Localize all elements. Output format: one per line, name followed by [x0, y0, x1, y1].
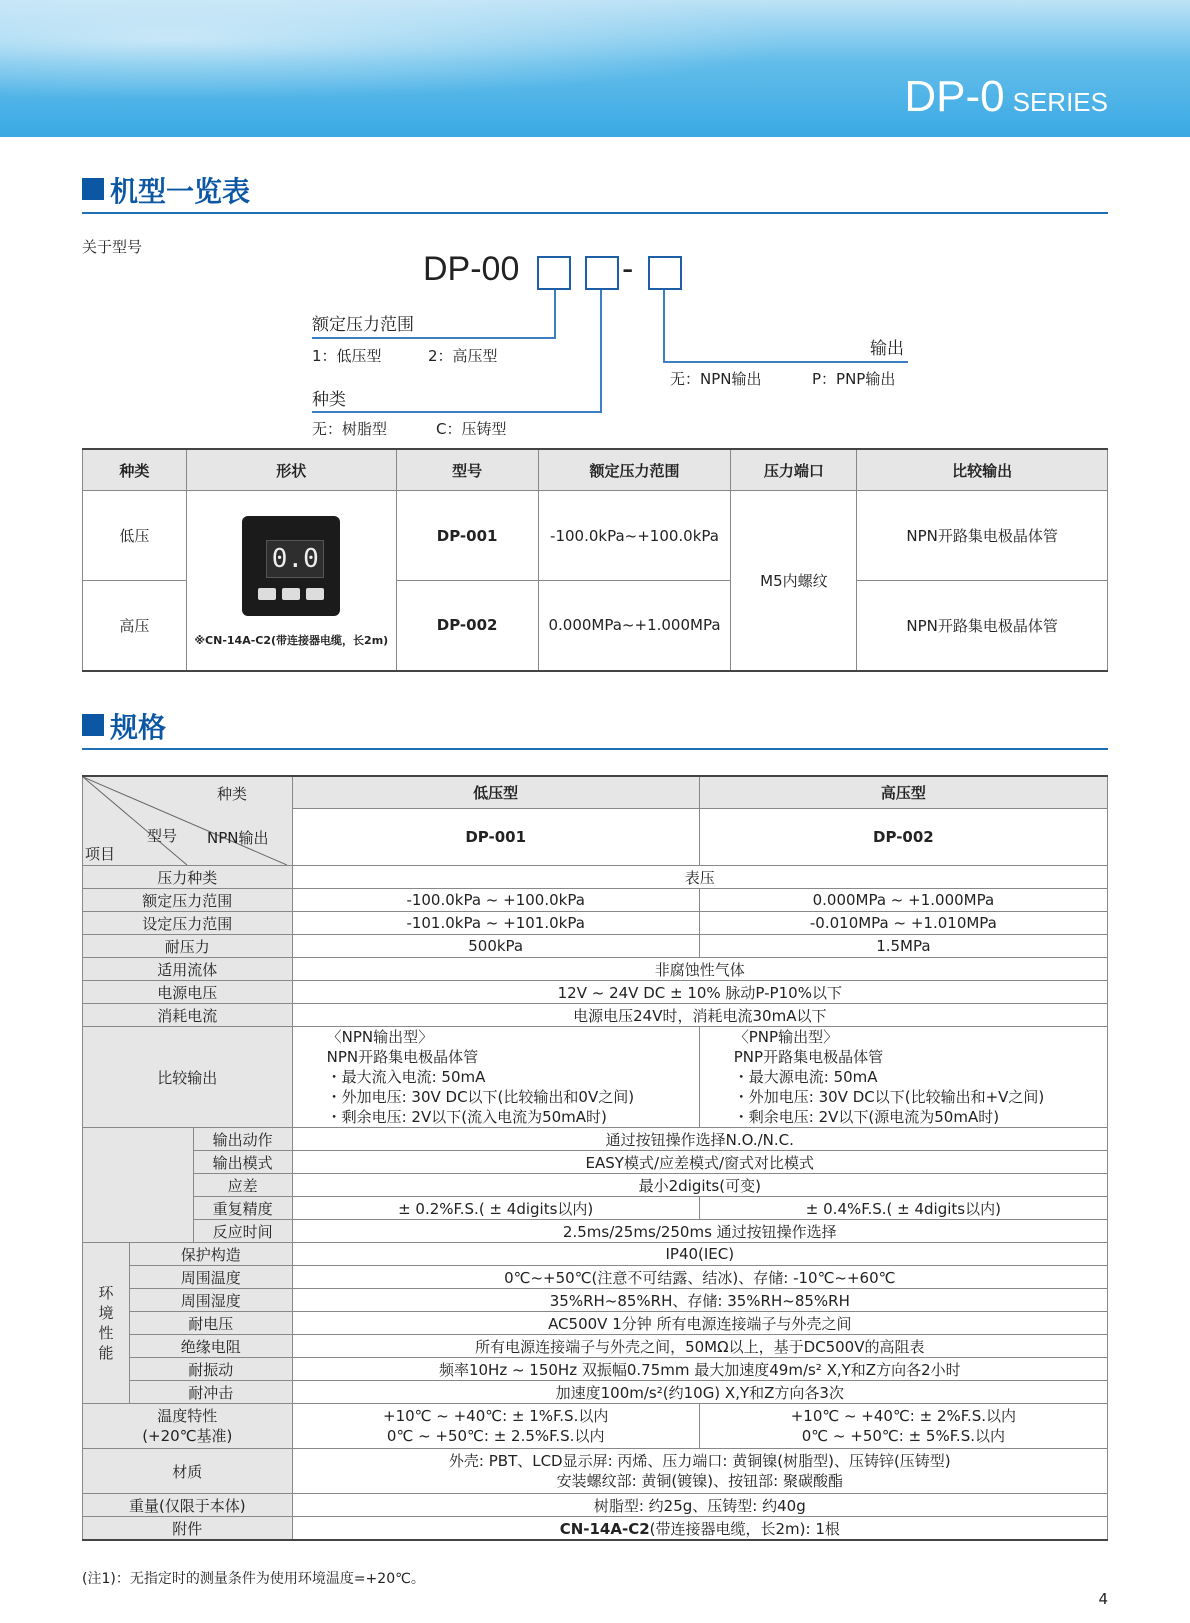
spec-value: 0.000MPa ~ +1.000MPa	[699, 889, 1107, 912]
header-banner	[0, 0, 1190, 137]
pressure-option-1: 1：低压型	[312, 347, 382, 365]
model-high: DP-002	[699, 809, 1107, 866]
spec-label: 电源电压	[83, 981, 293, 1004]
col-header: 形状	[186, 449, 396, 491]
model-low: DP-001	[292, 809, 699, 866]
image-caption: ※CN-14A-C2(带连接器电缆，长2m)	[194, 634, 389, 648]
spec-value: 0℃~+50℃(注意不可结露、结冰)、存储: -10℃~+60℃	[292, 1266, 1107, 1289]
spec-value: 树脂型: 约25g、压铸型: 约40g	[292, 1494, 1107, 1517]
spec-label: 耐振动	[129, 1358, 292, 1381]
col-low: 低压型	[292, 776, 699, 809]
corner-kind: 种类	[217, 785, 248, 803]
code-box-output	[648, 256, 682, 290]
spec-label: 保护构造	[129, 1243, 292, 1266]
spec-value: 电源电压24V时，消耗电流30mA以下	[292, 1004, 1107, 1027]
spec-label: 耐冲击	[129, 1381, 292, 1404]
product-image	[236, 512, 346, 632]
accessory-value	[292, 1517, 1107, 1541]
row-type: 高压	[83, 581, 187, 671]
table-row	[83, 1358, 1108, 1381]
accessory-part: CN-14A-C2	[559, 1519, 650, 1538]
model-code-prefix: DP-00	[423, 250, 520, 288]
spec-value: 500kPa	[292, 935, 699, 958]
row-model: DP-001	[396, 491, 538, 581]
spec-line: ・外加电压: 30V DC以下(比较输出和+V之间)	[733, 1088, 1045, 1106]
table-row	[83, 1266, 1108, 1289]
spec-line: 〈PNP输出型〉	[733, 1028, 839, 1046]
col-high: 高压型	[699, 776, 1107, 809]
section-square-icon	[82, 714, 104, 736]
table-row	[83, 1494, 1108, 1517]
table-header-row	[83, 449, 1108, 491]
col-header: 种类	[83, 449, 187, 491]
section-square-icon	[82, 178, 104, 200]
spec-label: 耐电压	[129, 1312, 292, 1335]
series-main: DP-0	[904, 72, 1005, 121]
spec-label: 绝缘电阻	[129, 1335, 292, 1358]
table-row	[83, 1404, 1108, 1449]
spec-value: 最小2digits(可变)	[292, 1174, 1107, 1197]
row-type: 低压	[83, 491, 187, 581]
spec-line: PNP开路集电极晶体管	[733, 1048, 884, 1066]
table-row	[83, 1449, 1108, 1494]
col-header: 比较输出	[857, 449, 1108, 491]
pressure-sensor-device	[242, 516, 340, 616]
table-row	[83, 1243, 1108, 1266]
connector-line	[312, 337, 556, 339]
connector-line	[663, 290, 665, 362]
temp-char-label	[83, 1404, 293, 1449]
section-title: 规格	[110, 711, 167, 744]
spec-label: 材质	[83, 1449, 293, 1494]
spec-label: 反应时间	[193, 1220, 292, 1243]
corner-item: 项目	[85, 845, 116, 863]
code-box-pressure	[537, 256, 571, 290]
row-port: M5内螺纹	[731, 491, 857, 671]
compare-output-low	[292, 1027, 699, 1128]
material-value	[292, 1449, 1107, 1494]
spec-label: 附件	[83, 1517, 293, 1541]
pressure-range-title: 额定压力范围	[312, 315, 414, 335]
row-model: DP-002	[396, 581, 538, 671]
spec-value: 所有电源连接端子与外壳之间，50MΩ以上，基于DC500V的高阻表	[292, 1335, 1107, 1358]
col-header: 压力端口	[731, 449, 857, 491]
table-row	[83, 889, 1108, 912]
spec-value: 非腐蚀性气体	[292, 958, 1107, 981]
section-heading-models	[82, 168, 1108, 214]
output-option-2: P：PNP输出	[812, 370, 896, 388]
table-row	[83, 1027, 1108, 1128]
spec-label: 周围湿度	[129, 1289, 292, 1312]
spec-value: 通过按钮操作选择N.O./N.C.	[292, 1128, 1107, 1151]
spec-value: 加速度100m/s²(约10G) X,Y和Z方向各3次	[292, 1381, 1107, 1404]
spec-value: -0.010MPa ~ +1.010MPa	[699, 912, 1107, 935]
table-row	[83, 1174, 1108, 1197]
accessory-desc: (带连接器电缆，长2m): 1根	[649, 1519, 840, 1538]
table-row	[83, 1197, 1108, 1220]
type-title: 种类	[312, 390, 346, 410]
spec-label: 耐压力	[83, 935, 293, 958]
spec-value: -101.0kPa ~ +101.0kPa	[292, 912, 699, 935]
table-row	[83, 1335, 1108, 1358]
code-dash: -	[622, 250, 634, 288]
spec-value: 2.5ms/25ms/250ms 通过按钮操作选择	[292, 1220, 1107, 1243]
spec-value: 1.5MPa	[699, 935, 1107, 958]
spec-value: AC500V 1分钟 所有电源连接端子与外壳之间	[292, 1312, 1107, 1335]
section-title: 机型一览表	[110, 175, 251, 208]
temp-char-low	[292, 1404, 699, 1449]
spec-line: ・最大流入电流: 50mA	[326, 1068, 486, 1086]
spec-line: 安装螺纹部: 黄铜(镀镍)、按钮部: 聚碳酸酯	[556, 1472, 843, 1490]
spec-label: 应差	[193, 1174, 292, 1197]
table-row	[83, 491, 1108, 581]
spec-value: EASY模式/应差模式/窗式对比模式	[292, 1151, 1107, 1174]
spec-value: 表压	[292, 866, 1107, 889]
compare-output-sub-group	[83, 1128, 194, 1243]
spec-label: 输出动作	[193, 1128, 292, 1151]
row-output: NPN开路集电极晶体管	[857, 581, 1108, 671]
spec-value: 35%RH~85%RH、存储: 35%RH~85%RH	[292, 1289, 1107, 1312]
spec-label: (+20℃基准)	[142, 1427, 233, 1445]
table-row	[83, 912, 1108, 935]
spec-table	[82, 775, 1108, 1541]
temp-char-high	[699, 1404, 1107, 1449]
table-row	[83, 981, 1108, 1004]
spec-label: 额定压力范围	[83, 889, 293, 912]
series-sub: SERIES	[1012, 87, 1108, 117]
spec-value: 12V ~ 24V DC ± 10% 脉动P-P10%以下	[292, 981, 1107, 1004]
table-row	[83, 1381, 1108, 1404]
spec-value: 频率10Hz ~ 150Hz 双振幅0.75mm 最大加速度49m/s² X,Y和Z方向各2小时	[292, 1358, 1107, 1381]
corner-model: 型号	[147, 827, 178, 845]
spec-label: 重复精度	[193, 1197, 292, 1220]
table-row	[83, 1312, 1108, 1335]
spec-label: 周围温度	[129, 1266, 292, 1289]
page-number: 4	[1098, 1590, 1108, 1608]
model-table	[82, 448, 1108, 672]
spec-line: 0℃ ~ +50℃: ± 2.5%F.S.以内	[386, 1427, 605, 1445]
spec-value: IP40(IEC)	[292, 1243, 1107, 1266]
pressure-option-2: 2：高压型	[428, 347, 498, 365]
connector-line	[554, 290, 556, 338]
type-option-1: 无：树脂型	[312, 420, 388, 438]
spec-line: NPN开路集电极晶体管	[326, 1048, 479, 1066]
type-option-2: C：压铸型	[436, 420, 507, 438]
spec-label: 压力种类	[83, 866, 293, 889]
connector-line	[312, 411, 602, 413]
corner-cell	[83, 776, 293, 866]
corner-npn: NPN输出	[207, 829, 269, 847]
banner-decoration	[0, 0, 800, 100]
spec-label: 消耗电流	[83, 1004, 293, 1027]
lcd-display: 0.0	[266, 540, 324, 578]
spec-line: 0℃ ~ +50℃: ± 5%F.S.以内	[801, 1427, 1005, 1445]
col-header: 型号	[396, 449, 538, 491]
table-row	[83, 935, 1108, 958]
device-button	[306, 588, 324, 600]
code-box-type	[585, 256, 619, 290]
device-button	[258, 588, 276, 600]
table-row	[83, 1517, 1108, 1541]
footnote: (注1)：无指定时的测量条件为使用环境温度=+20℃。	[82, 1571, 425, 1587]
row-output: NPN开路集电极晶体管	[857, 491, 1108, 581]
table-row	[83, 1151, 1108, 1174]
spec-line: +10℃ ~ +40℃: ± 2%F.S.以内	[790, 1407, 1017, 1425]
spec-label: 重量(仅限于本体)	[83, 1494, 293, 1517]
spec-label: 适用流体	[83, 958, 293, 981]
table-row	[83, 1220, 1108, 1243]
table-row	[83, 1004, 1108, 1027]
table-row	[83, 776, 1108, 809]
spec-line: ・外加电压: 30V DC以下(比较输出和0V之间)	[326, 1088, 635, 1106]
spec-label: 输出模式	[193, 1151, 292, 1174]
spec-value: ± 0.4%F.S.( ± 4digits以内)	[699, 1197, 1107, 1220]
spec-line: 〈NPN输出型〉	[326, 1028, 434, 1046]
spec-line: +10℃ ~ +40℃: ± 1%F.S.以内	[383, 1407, 609, 1425]
spec-line: ・剩余电压: 2V以下(源电流为50mA时)	[733, 1108, 1000, 1126]
env-group-label: 环境性能	[83, 1243, 130, 1404]
row-range: 0.000MPa~+1.000MPa	[538, 581, 731, 671]
spec-value: ± 0.2%F.S.( ± 4digits以内)	[292, 1197, 699, 1220]
spec-label: 温度特性	[157, 1407, 218, 1425]
spec-label: 设定压力范围	[83, 912, 293, 935]
table-row	[83, 866, 1108, 889]
connector-line	[600, 290, 602, 412]
compare-output-high	[699, 1027, 1107, 1128]
model-guide-label: 关于型号	[82, 238, 143, 256]
product-image-cell	[186, 491, 396, 671]
spec-line: ・最大源电流: 50mA	[733, 1068, 878, 1086]
row-range: -100.0kPa~+100.0kPa	[538, 491, 731, 581]
table-row	[83, 1128, 1108, 1151]
output-option-1: 无：NPN输出	[670, 370, 762, 388]
col-header: 额定压力范围	[538, 449, 731, 491]
output-title: 输出	[870, 339, 904, 359]
spec-label: 比较输出	[83, 1027, 293, 1128]
section-heading-specs	[82, 704, 1108, 750]
series-title	[904, 72, 1108, 122]
table-row	[83, 958, 1108, 981]
connector-line	[663, 361, 908, 363]
spec-line: 外壳: PBT、LCD显示屏: 丙烯、压力端口: 黄铜镍(树脂型)、压铸锌(压铸型)	[448, 1452, 951, 1470]
device-button	[282, 588, 300, 600]
table-row	[83, 1289, 1108, 1312]
spec-value: -100.0kPa ~ +100.0kPa	[292, 889, 699, 912]
spec-line: ・剩余电压: 2V以下(流入电流为50mA时)	[326, 1108, 607, 1126]
